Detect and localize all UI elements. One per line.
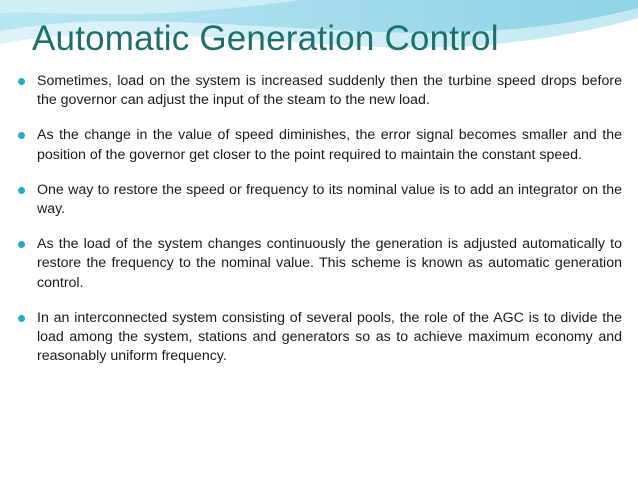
bullet-dot-icon [18, 187, 25, 194]
bullet-dot-icon [18, 78, 25, 85]
bullet-dot-icon [18, 132, 25, 139]
bullet-text: One way to restore the speed or frequency to its nominal value is to add an integrator on the way. [37, 181, 622, 218]
bullet-text: As the change in the value of speed diminishes, the error signal becomes smaller and the position of the governor get closer to the point required to maintain the constant speed. [37, 127, 622, 163]
bullet-item [18, 72, 622, 110]
bullet-dot-icon [18, 315, 25, 322]
bullet-item [18, 309, 622, 367]
bullet-dot-icon [18, 241, 25, 248]
bullet-list [18, 72, 622, 382]
bullet-text: In an interconnected system consisting of several pools, the role of the AGC is to divide the load among the system, stations and generators so as to achieve maximum economy and reasonably uniform frequency. [37, 309, 622, 365]
bullet-text: As the load of the system changes continuously the generation is adjusted automatically to restore the frequency to the nominal value. This scheme is known as automatic generation control. [37, 236, 622, 291]
bullet-item [18, 235, 622, 293]
bullet-item [18, 126, 622, 164]
slide-title: Automatic Generation Control [32, 19, 499, 58]
bullet-text: Sometimes, load on the system is increased suddenly then the turbine speed drops before the governor can adjust the input of the steam to the new load. [37, 73, 622, 109]
bullet-item [18, 181, 622, 219]
